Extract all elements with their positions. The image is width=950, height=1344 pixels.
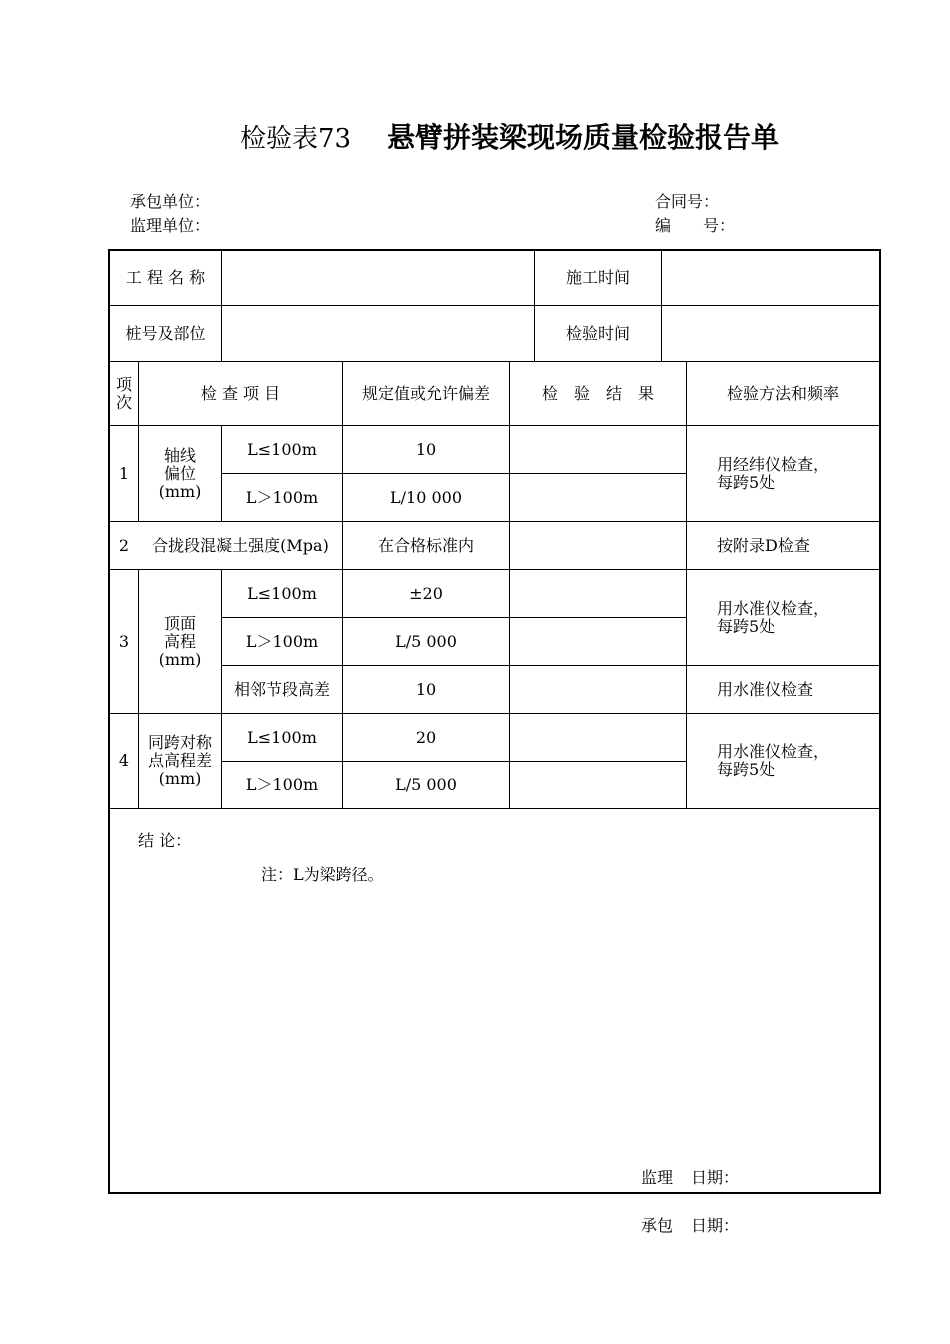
row4-result-b[interactable]: [510, 762, 686, 808]
row3-result-a[interactable]: [510, 570, 686, 617]
conclusion-label: 结 论：: [138, 831, 192, 850]
col-spec: 规定值或允许偏差: [361, 383, 490, 403]
row3-cond-b: L＞100m: [245, 631, 319, 651]
row1-no: 1: [118, 463, 130, 483]
form-code: 检验表73: [240, 124, 352, 154]
row3-cond-a: L≤100m: [247, 583, 317, 603]
construction-time-field[interactable]: [662, 251, 879, 305]
row4-no: 4: [118, 751, 130, 770]
station-field[interactable]: [222, 306, 534, 361]
contractor-date-label: 日期：: [691, 1216, 740, 1235]
col-method: 检验方法和频率: [726, 383, 839, 403]
row2-spec: 在合格标准内: [377, 535, 474, 555]
row3-method-ab: 用水准仪检查， 每跨5处: [717, 598, 830, 636]
col-item-no: 项 次: [115, 374, 132, 412]
project-name-label: 工 程 名 称: [125, 268, 206, 287]
row1-cond-a: L≤100m: [247, 439, 317, 459]
row2-method: 按附录D检查: [717, 535, 810, 555]
row4-item-name: 同跨对称 点高程差 (mm): [147, 733, 212, 788]
row4-cond-b: L＞100m: [245, 775, 319, 794]
row3-method-c: 用水准仪检查: [717, 679, 814, 699]
contract-no-label: 合同号：: [655, 192, 720, 211]
form-title: 悬臂拼装梁现场质量检验报告单: [387, 121, 780, 154]
row1-result-a[interactable]: [510, 426, 686, 473]
row4-cond-a: L≤100m: [247, 727, 317, 747]
row1-item-name: 轴线 偏位 (mm): [158, 445, 202, 501]
inspection-time-label: 检验时间: [565, 323, 630, 343]
inspection-time-field[interactable]: [662, 306, 879, 361]
row4-spec-b: L/5 000: [395, 775, 457, 794]
row3-spec-a: ±20: [409, 583, 443, 603]
row1-method: 用经纬仪检查， 每跨5处: [717, 454, 830, 492]
row4-result-a[interactable]: [510, 714, 686, 761]
supervisor-signature-label: 监理: [641, 1168, 674, 1187]
col-check-item: 检 查 项 目: [200, 383, 281, 403]
supervisor-date-label: 日期：: [691, 1168, 740, 1187]
row1-spec-a: 10: [415, 439, 437, 459]
row3-result-b[interactable]: [510, 618, 686, 665]
row1-cond-b: L＞100m: [245, 487, 319, 507]
contractor-label: 承包单位：: [130, 192, 211, 211]
row3-spec-c: 10: [415, 679, 437, 699]
row4-method: 用水准仪检查， 每跨5处: [717, 742, 830, 779]
row2-no: 2: [118, 535, 130, 555]
construction-time-label: 施工时间: [565, 268, 630, 287]
row3-cond-c: 相邻节段高差: [233, 679, 330, 699]
row3-item-name: 顶面 高程 (mm): [158, 613, 202, 669]
row2-item-name: 合拢段混凝土强度(Mpa): [152, 535, 329, 555]
row3-spec-b: L/5 000: [395, 631, 457, 651]
row2-result[interactable]: [510, 522, 686, 569]
row3-result-c[interactable]: [510, 666, 686, 713]
station-label: 桩号及部位: [125, 323, 206, 343]
serial-no-label: 编 号：: [655, 216, 736, 235]
supervisor-label: 监理单位：: [130, 216, 211, 235]
contractor-signature-label: 承包: [641, 1216, 674, 1235]
col-result: 检 验 结 果: [541, 383, 654, 403]
project-name-field[interactable]: [222, 251, 534, 305]
row4-spec-a: 20: [415, 727, 437, 747]
note-text: 注：L为梁跨径。: [261, 865, 384, 884]
row3-no: 3: [118, 631, 130, 651]
row1-result-b[interactable]: [510, 474, 686, 521]
row1-spec-b: L/10 000: [390, 487, 462, 507]
